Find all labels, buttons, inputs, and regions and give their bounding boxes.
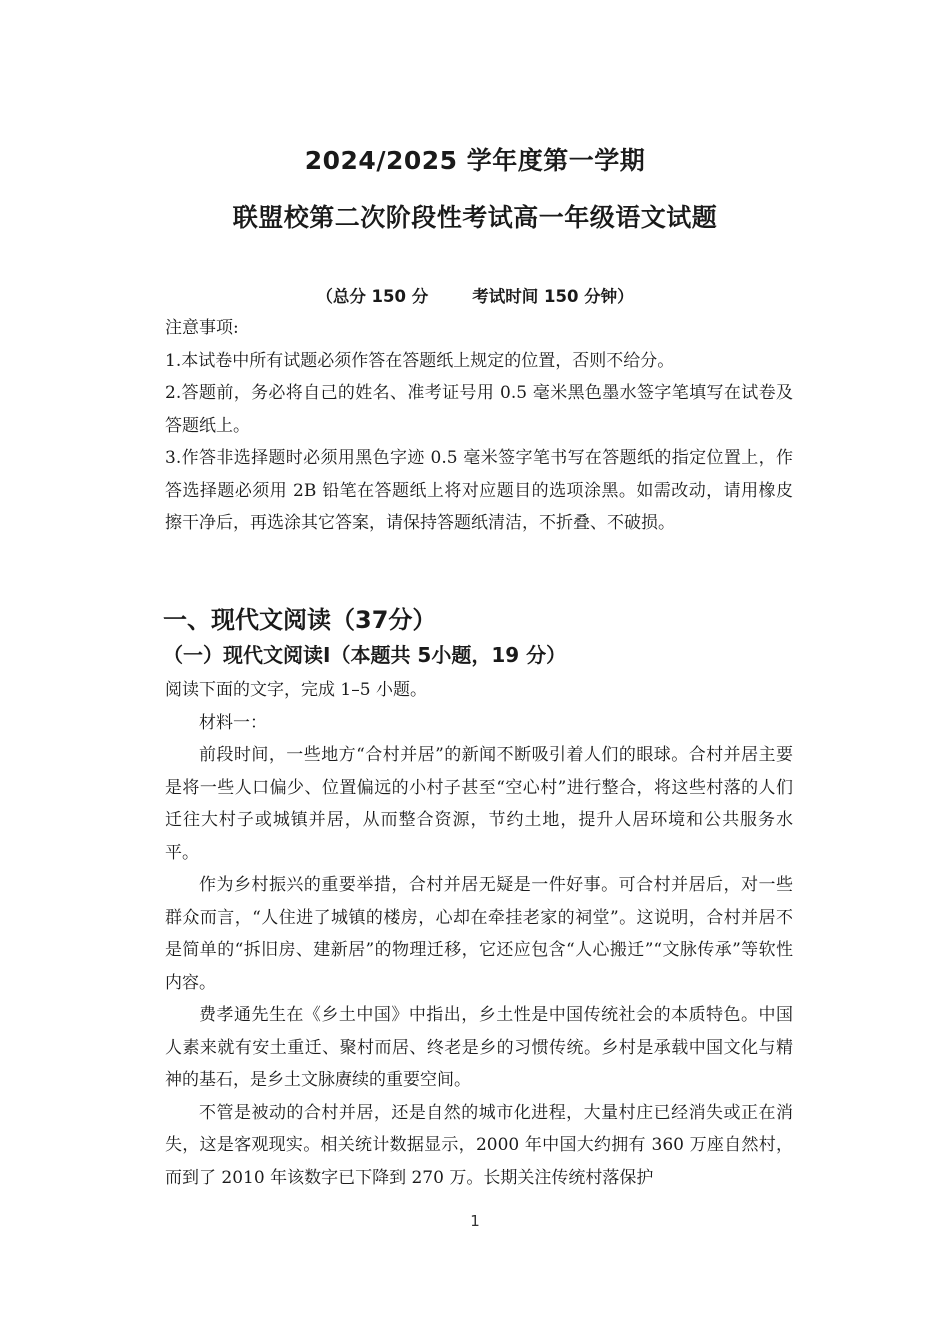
passage-paragraph: 费孝通先生在《乡土中国》中指出，乡土性是中国传统社会的本质特色。中国人素来就有安土重迁、聚村而居、终老是乡的习惯传统。乡村是承载中国文化与精神的基石，是乡土文脉赓续的重要空间。 — [165, 1005, 793, 1090]
passage-paragraph: 作为乡村振兴的重要举措，合村并居无疑是一件好事。可合村并居后，对一些群众而言，“人住进了城镇的楼房，心却在牵挂老家的祠堂”。这说明，合村并居不是简单的“拆旧房、建新居”的物理迁移，它还应包含“人心搬迁”“文脉传承”等软性内容。 — [165, 875, 793, 993]
exam-title-line1: 2024/2025 学年度第一学期 — [304, 146, 646, 175]
notice-block — [165, 312, 793, 540]
exam-meta — [0, 283, 950, 307]
passage-paragraph: 不管是被动的合村并居，还是自然的城市化进程，大量村庄已经消失或正在消失，这是客观现实。相关统计数据显示，2000 年中国大约拥有 360 万座自然村，而到了 2010 年该数字已下降到 270 万。长期关注传统村落保护 — [165, 1102, 793, 1188]
page-number: 1 — [470, 1212, 480, 1230]
exam-title-line2: 联盟校第二次阶段性考试高一年级语文试题 — [232, 203, 718, 232]
reading-instruction: 阅读下面的文字，完成 1–5 小题。 — [165, 680, 427, 700]
reading-passage — [165, 674, 793, 1194]
notice-heading: 注意事项: — [165, 318, 239, 338]
material-label: 材料一： — [199, 712, 267, 733]
exam-time: 考试时间 150 分钟） — [472, 287, 634, 306]
total-score: （总分 150 分 — [316, 287, 429, 306]
passage-paragraph: 前段时间，一些地方“合村并居”的新闻不断吸引着人们的眼球。合村并居主要是将一些人口偏少、位置偏远的小村子甚至“空心村”进行整合，将这些村落的人们迁往大村子或城镇并居，从而整合资源，节约土地，提升人居环境和公共服务水平。 — [165, 745, 793, 863]
section-subtitle: （一）现代文阅读Ⅰ（本题共 5小题，19 分） — [163, 643, 567, 667]
notice-item-3: 3.作答非选择题时必须用黑色字迹 0.5 毫米签字笔书写在答题纸的指定位置上，作答选择题必须用 2B 铅笔在答题纸上将对应题目的选项涂黑。如需改动，请用橡皮擦干净后，再选涂其它答案，请保持答题纸清洁，不折叠、不破损。 — [165, 448, 793, 533]
notice-item-1: 1.本试卷中所有试题必须作答在答题纸上规定的位置，否则不给分。 — [165, 350, 675, 371]
section-title: 一、现代文阅读（37分） — [163, 606, 437, 634]
notice-item-2: 2.答题前，务必将自己的姓名、准考证号用 0.5 毫米黑色墨水签字笔填写在试卷及答题纸上。 — [165, 383, 793, 436]
